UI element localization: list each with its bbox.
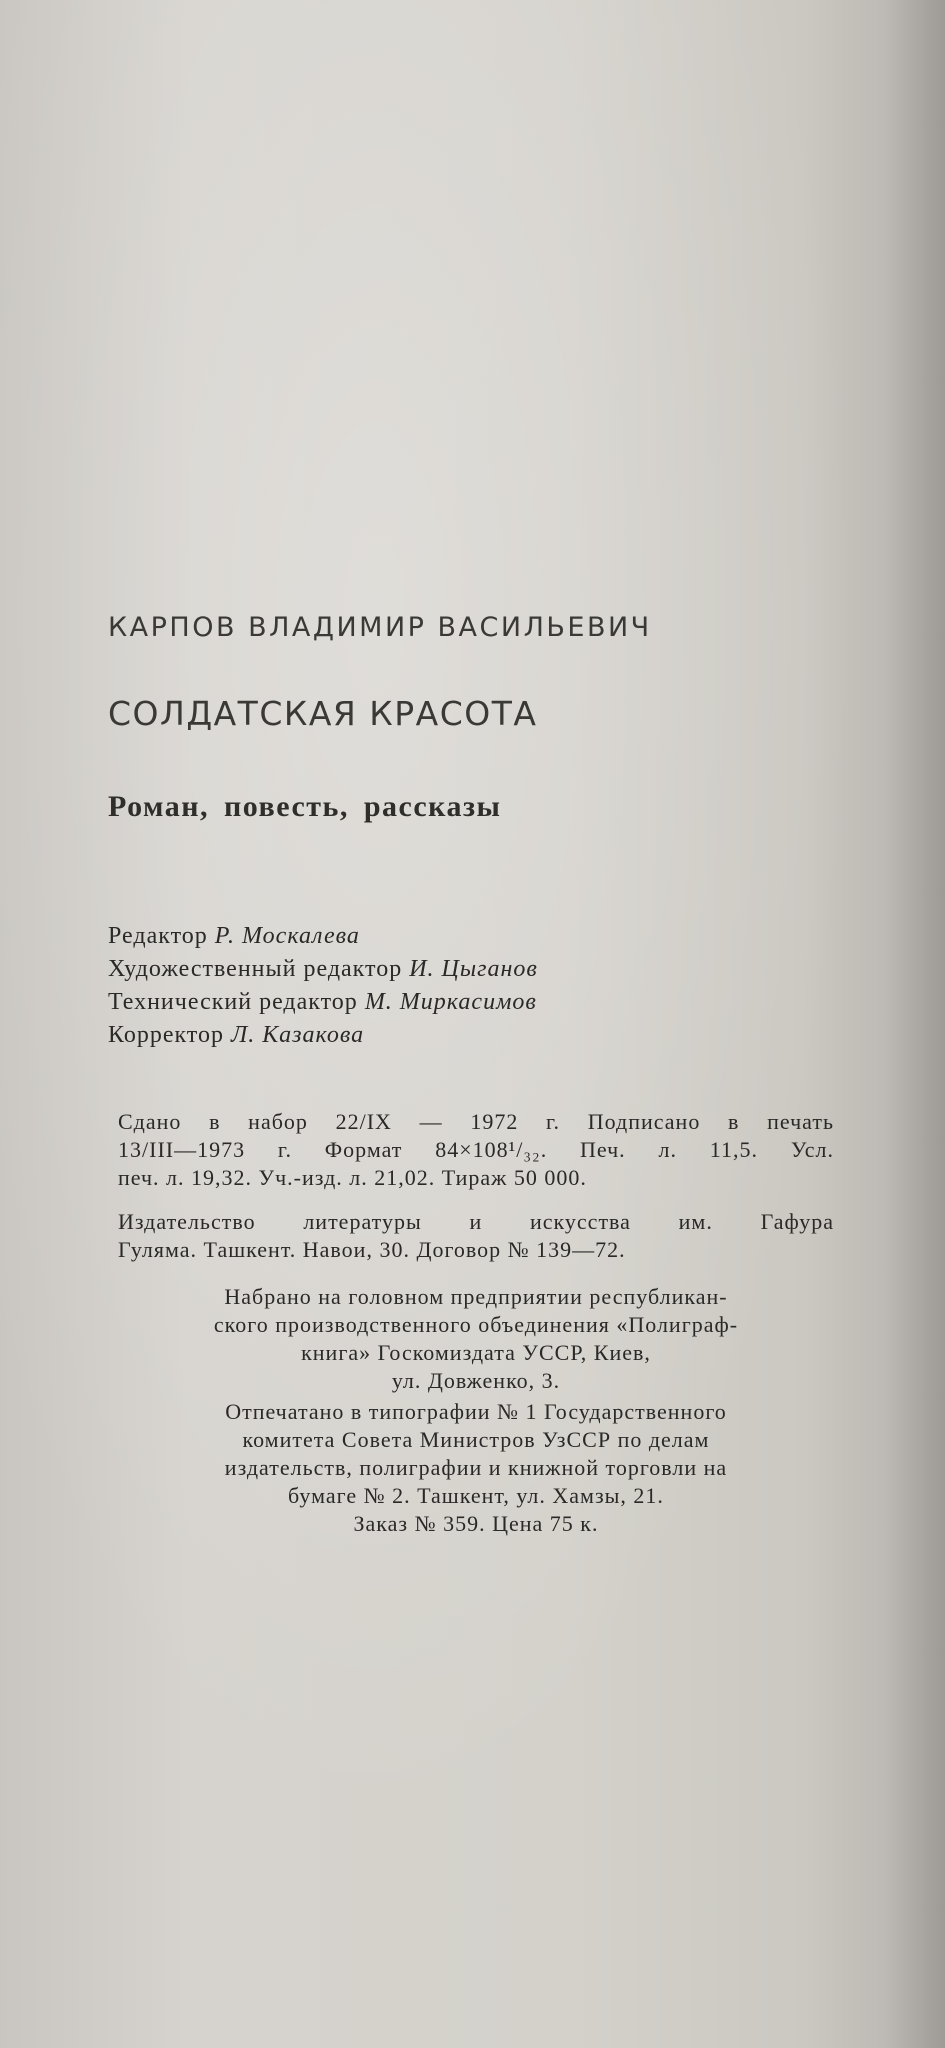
printing-line: издательств, полиграфии и книжной торговли на: [224, 1455, 728, 1480]
publisher-line: Гуляма. Ташкент. Навои, 30. Договор № 139—72.: [118, 1237, 626, 1262]
credit-line: [108, 1019, 538, 1052]
credit-line: [108, 986, 538, 1019]
credit-line: [108, 920, 538, 953]
print-info-line: Сдано в набор 22/IX — 1972 г. Подписано в печать: [118, 1109, 834, 1134]
printing-line: Заказ № 359. Цена 75 к.: [353, 1511, 599, 1536]
printing-line: Отпечатано в типографии № 1 Государственного: [225, 1399, 727, 1424]
credit-role: Художественный редактор: [108, 956, 403, 982]
print-info-line: 13/III—1973 г. Формат 84×108¹/₃₂. Печ. л. 11,5. Усл.: [118, 1137, 834, 1162]
credit-role: Корректор: [108, 1022, 224, 1048]
credit-name: И. Цыганов: [409, 956, 538, 982]
book-title: СОЛДАТСКАЯ КРАСОТА: [108, 694, 538, 733]
print-info-line: печ. л. 19,32. Уч.-изд. л. 21,02. Тираж 50 000.: [118, 1165, 587, 1190]
printing-line: бумаге № 2. Ташкент, ул. Хамзы, 21.: [288, 1483, 664, 1508]
typesetting-line: ул. Довженко, 3.: [391, 1368, 561, 1393]
credit-line: [108, 953, 538, 986]
credit-name: М. Миркасимов: [364, 989, 537, 1015]
book-subtitle: Роман, повесть, рассказы: [108, 790, 502, 823]
printing-info: [118, 1398, 834, 1538]
author-name: КАРПОВ ВЛАДИМИР ВАСИЛЬЕВИЧ: [108, 612, 652, 643]
credit-name: Р. Москалева: [214, 923, 360, 949]
credit-role: Технический редактор: [108, 989, 358, 1015]
print-info: [118, 1108, 834, 1192]
typesetting-info: [118, 1283, 834, 1395]
publisher-info: [118, 1208, 834, 1264]
credit-role: Редактор: [108, 923, 208, 949]
credits-list: [108, 920, 538, 1052]
publisher-line: Издательство литературы и искусства им. Гафура: [118, 1209, 834, 1234]
typesetting-line: книга» Госкомиздата УССР, Киев,: [301, 1340, 651, 1365]
page-edge-shadow: [885, 0, 945, 2048]
typesetting-line: ского производственного объединения «Полиграф-: [213, 1312, 739, 1337]
typesetting-line: Набрано на головном предприятии республикан-: [224, 1284, 728, 1309]
credit-name: Л. Казакова: [230, 1022, 365, 1048]
printing-line: комитета Совета Министров УзССР по делам: [242, 1427, 710, 1452]
